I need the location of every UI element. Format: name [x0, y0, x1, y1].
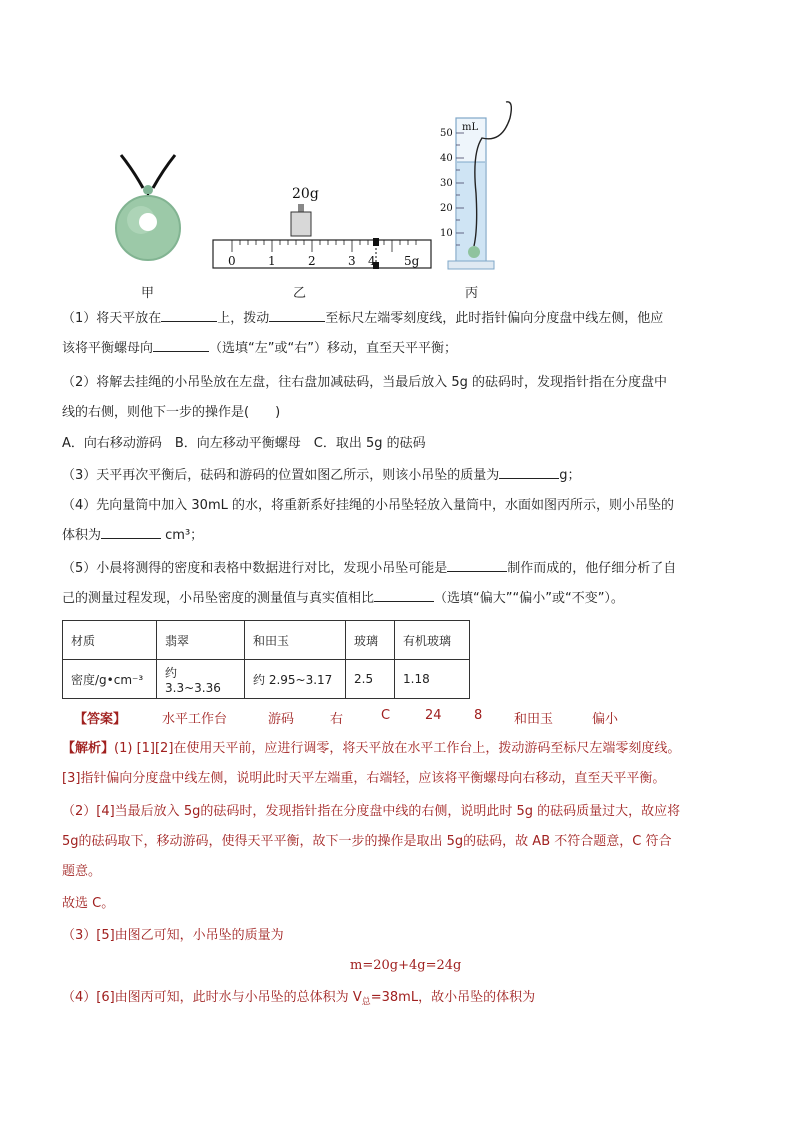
- table-cell: 密度/g•cm⁻³: [63, 660, 157, 699]
- answer-blank-5[interactable]: [499, 466, 559, 479]
- answer-item: 水平工作台: [162, 712, 228, 727]
- table-cell: 材质: [63, 621, 157, 660]
- answer-item: 游码: [268, 712, 295, 727]
- table-cell: 有机玻璃: [395, 621, 470, 660]
- answer-item: C: [381, 708, 391, 723]
- question-2-line-2: 线的右侧，则他下一步的操作是( ): [62, 405, 281, 420]
- analysis-line-4: 5g的砝码取下，移动游码，使得天平平衡，故下一步的操作是取出 5g的砝码，故 AB 不符合题意，C 符合: [62, 834, 672, 849]
- question-5-line-2: 己的测量过程发现，小吊坠密度的测量值与真实值相比 （选填“偏大”“偏小”或“不变”）。: [62, 591, 624, 606]
- table-cell: 2.5: [346, 660, 395, 699]
- question-4-line-2: 体积为 cm³；: [62, 528, 204, 543]
- answer-blank-3[interactable]: [153, 339, 209, 352]
- density-table: [62, 620, 470, 699]
- analysis-line-5: 题意。: [62, 864, 102, 879]
- question-5-line-1: （5）小晨将测得的密度和表格中数据进行对比，发现小吊坠可能是 制作而成的，他仔细分析了自: [62, 561, 677, 576]
- answer-label: 【答案】: [74, 712, 127, 727]
- answer-item: 和田玉: [514, 712, 554, 727]
- table-header-row: [63, 621, 470, 660]
- graduated-cylinder-figure: [436, 98, 526, 276]
- analysis-line-2: [3]指针偏向分度盘中线左侧，说明此时天平左端重，右端轻，应该将平衡螺母向右移动，直至天平平衡。: [62, 771, 666, 786]
- answer-item: 右: [330, 712, 344, 727]
- answer-blank-1[interactable]: [161, 309, 217, 322]
- cylinder-tick-30: 30: [440, 178, 453, 189]
- table-cell: 约 2.95~3.17: [245, 660, 346, 699]
- answer-blank-2[interactable]: [269, 309, 325, 322]
- figure-label-jia: 甲: [141, 286, 155, 301]
- balance-ruler-figure: [208, 180, 436, 272]
- table-cell: 1.18: [395, 660, 470, 699]
- question-2-options: A．向右移动游码 B．向左移动平衡螺母 C．取出 5g 的砝码: [62, 436, 426, 451]
- ruler-tick-5g: 5g: [404, 254, 420, 268]
- answer-blank-8[interactable]: [374, 589, 434, 602]
- ruler-tick-3: 3: [348, 254, 356, 268]
- weight-label: 20g: [292, 186, 319, 202]
- table-cell: 和田玉: [245, 621, 346, 660]
- ruler-tick-2: 2: [308, 254, 316, 268]
- table-row: [63, 660, 470, 699]
- analysis-line-1: 【解析】(1) [1][2]在使用天平前，应进行调零，将天平放在水平工作台上，拨动游码至标尺左端零刻度线。: [62, 741, 681, 756]
- mass-formula: m=20g+4g=24g: [350, 958, 462, 973]
- question-2-line-1: （2）将解去挂绳的小吊坠放在左盘，往右盘加减砝码，当最后放入 5g 的砝码时，发现指针指在分度盘中: [62, 375, 668, 390]
- table-cell: 约 3.3~3.36: [157, 660, 245, 699]
- analysis-line-7: （3）[5]由图乙可知，小吊坠的质量为: [62, 928, 284, 943]
- question-1-line-1: （1）将天平放在 上，拨动 至标尺左端零刻度线，此时指针偏向分度盘中线左侧，他应: [62, 311, 664, 326]
- analysis-line-8: （4）[6]由图丙可知，此时水与小吊坠的总体积为 $V_总=38mL$，故小吊坠的体积为: [62, 990, 536, 1008]
- cylinder-unit: mL: [462, 122, 479, 133]
- figure-label-bing: 丙: [465, 286, 479, 301]
- cylinder-tick-10: 10: [440, 228, 453, 239]
- cylinder-tick-40: 40: [440, 153, 453, 164]
- table-cell: 翡翠: [157, 621, 245, 660]
- cylinder-tick-50: 50: [440, 128, 453, 139]
- ruler-tick-0: 0: [228, 254, 236, 268]
- jade-pendant-figure: [103, 150, 193, 275]
- analysis-line-3: （2）[4]当最后放入 5g的砝码时，发现指针指在分度盘中线的右侧，说明此时 5g 的砝码质量过大，故应将: [62, 804, 681, 819]
- answer-item: 偏小: [592, 712, 619, 727]
- figure-label-yi: 乙: [293, 286, 307, 301]
- analysis-label: 【解析】: [62, 741, 115, 756]
- question-3: （3）天平再次平衡后，砝码和游码的位置如图乙所示，则该小吊坠的质量为 g；: [62, 468, 581, 483]
- answer-item: 24: [425, 708, 442, 723]
- analysis-line-6: 故选 C。: [62, 896, 115, 911]
- cylinder-tick-20: 20: [440, 203, 453, 214]
- ruler-tick-4: 4: [368, 254, 376, 268]
- ruler-tick-1: 1: [268, 254, 276, 268]
- question-4-line-1: （4）先向量筒中加入 30mL 的水，将重新系好挂绳的小吊坠轻放入量筒中，水面如图丙所示，则小吊坠的: [62, 498, 674, 513]
- answer-blank-6[interactable]: [101, 526, 161, 539]
- question-1-line-2: 该将平衡螺母向 （选填“左”或“右”）移动，直至天平平衡；: [62, 341, 457, 356]
- answer-blank-7[interactable]: [447, 559, 507, 572]
- table-cell: 玻璃: [346, 621, 395, 660]
- answer-item: 8: [474, 708, 483, 723]
